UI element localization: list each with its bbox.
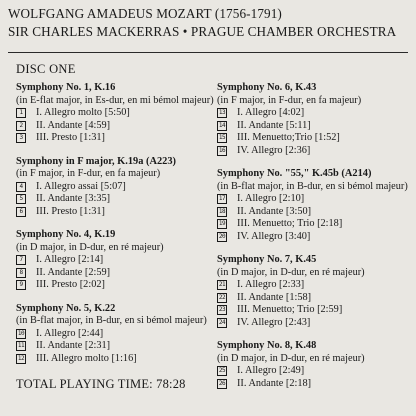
work-entry bbox=[217, 340, 413, 390]
track-number-box: 13 bbox=[218, 109, 226, 117]
track-title: I. Allegro [2:49] bbox=[237, 365, 305, 376]
track-number-box: 22 bbox=[218, 293, 226, 301]
total-playing-time: TOTAL PLAYING TIME: 78:28 bbox=[16, 377, 186, 391]
track-title: I. Allegro molto [5:50] bbox=[36, 107, 130, 118]
track-title: I. Allegro assai [5:07] bbox=[36, 180, 126, 192]
track-title: IV. Allegro [2:36] bbox=[237, 144, 311, 156]
work-title: Symphony in F major, K.19a (A223) bbox=[16, 155, 177, 167]
track-row bbox=[16, 279, 206, 292]
work-key: (in F major, in F-dur, en fa majeur) bbox=[16, 168, 161, 179]
track-row bbox=[217, 120, 413, 133]
track-row bbox=[16, 120, 206, 133]
work-entry bbox=[217, 254, 413, 329]
track-row bbox=[217, 304, 413, 317]
track-row bbox=[217, 317, 413, 330]
work-title: Symphony No. 1, K.16 bbox=[16, 82, 116, 93]
work-entry bbox=[16, 156, 206, 219]
track-number-box: 17 bbox=[218, 195, 226, 203]
track-row bbox=[217, 193, 413, 206]
track-row bbox=[217, 107, 413, 120]
track-title: I. Allegro [2:14] bbox=[36, 254, 104, 265]
track-title: III. Presto [1:31] bbox=[36, 132, 105, 143]
work-entry bbox=[16, 303, 206, 366]
track-number-box: 3 bbox=[16, 133, 26, 143]
track-title: III. Presto [2:02] bbox=[36, 279, 105, 290]
track-title: I. Allegro [2:33] bbox=[237, 279, 305, 290]
right-column bbox=[217, 82, 413, 401]
work-key: (in F major, in F-dur, en fa majeur) bbox=[217, 94, 362, 106]
track-title: I. Allegro [2:10] bbox=[237, 193, 305, 204]
track-title: II. Andante [5:11] bbox=[237, 119, 311, 131]
work-title: Symphony No. 8, K.48 bbox=[217, 340, 317, 351]
track-number-box: 25 bbox=[218, 367, 226, 375]
track-row bbox=[16, 193, 206, 206]
work-entry bbox=[16, 82, 214, 145]
track-number-box: 10 bbox=[17, 329, 25, 337]
track-number-box: 4 bbox=[16, 182, 26, 192]
track-row bbox=[16, 328, 206, 341]
track-row bbox=[16, 181, 206, 194]
track-title: III. Allegro molto [1:16] bbox=[36, 352, 137, 364]
work-title: Symphony No. 6, K.43 bbox=[217, 82, 317, 93]
work-key: (in E-flat major, in Es-dur, en mi bémol majeur) bbox=[16, 94, 214, 106]
track-number-box: 19 bbox=[218, 220, 226, 228]
work-title: Symphony No. 4, K.19 bbox=[16, 229, 116, 240]
work-key: (in B-flat major, in B-dur, en si bémol majeur) bbox=[217, 180, 408, 192]
track-row bbox=[217, 132, 413, 145]
disc-title: DISC ONE bbox=[16, 62, 76, 76]
track-number-box: 26 bbox=[218, 379, 226, 387]
track-row bbox=[217, 231, 413, 244]
work-entry bbox=[217, 82, 413, 157]
track-title: II. Andante [3:50] bbox=[237, 205, 312, 217]
track-title: II. Andante [3:35] bbox=[36, 193, 111, 204]
track-title: II. Andante [2:59] bbox=[36, 266, 111, 278]
work-key: (in B-flat major, in B-dur, en si bémol majeur) bbox=[16, 315, 207, 326]
work-title: Symphony No. 7, K.45 bbox=[217, 254, 317, 265]
track-title: III. Menuetto; Trio [2:18] bbox=[237, 218, 343, 229]
work-key: (in D major, in D-dur, en ré majeur) bbox=[217, 352, 365, 364]
track-number-box: 9 bbox=[16, 280, 26, 290]
track-row bbox=[217, 206, 413, 219]
track-row bbox=[217, 378, 413, 391]
track-title: III. Menuetto; Trio [2:59] bbox=[237, 304, 343, 315]
track-number-box: 18 bbox=[218, 207, 226, 215]
track-title: II. Andante [4:59] bbox=[36, 119, 111, 131]
composer-line: WOLFGANG AMADEUS MOZART (1756-1791) bbox=[8, 6, 282, 21]
track-number-box: 11 bbox=[17, 342, 25, 350]
track-number-box: 12 bbox=[17, 354, 25, 362]
track-number-box: 14 bbox=[218, 121, 226, 129]
track-number-box: 20 bbox=[218, 232, 226, 240]
track-title: III. Menuetto;Trio [1:52] bbox=[237, 132, 340, 143]
track-number-box: 8 bbox=[16, 268, 26, 278]
track-row bbox=[16, 107, 206, 120]
track-title: III. Presto [1:31] bbox=[36, 205, 105, 217]
track-number-box: 5 bbox=[16, 194, 26, 204]
track-title: IV. Allegro [3:40] bbox=[237, 230, 311, 242]
track-row bbox=[16, 353, 206, 366]
track-number-box: 7 bbox=[16, 255, 26, 265]
track-number-box: 23 bbox=[218, 306, 226, 314]
left-column bbox=[16, 82, 214, 376]
track-title: I. Allegro [4:02] bbox=[237, 107, 305, 118]
track-title: II. Andante [1:58] bbox=[237, 291, 312, 303]
work-entry bbox=[16, 229, 206, 292]
divider-rule bbox=[8, 52, 408, 53]
track-title: II. Andante [2:31] bbox=[36, 340, 111, 351]
track-row bbox=[217, 292, 413, 305]
track-row bbox=[16, 340, 206, 353]
track-row bbox=[16, 267, 206, 280]
track-row bbox=[16, 132, 206, 145]
track-number-box: 1 bbox=[16, 108, 26, 118]
work-title: Symphony No. 5, K.22 bbox=[16, 302, 116, 314]
work-key: (in D major, in D-dur, en ré majeur) bbox=[16, 241, 164, 253]
track-row bbox=[16, 206, 206, 219]
track-row bbox=[217, 145, 413, 158]
track-number-box: 16 bbox=[218, 146, 226, 154]
track-row bbox=[16, 254, 206, 267]
track-number-box: 15 bbox=[218, 134, 226, 142]
track-title: II. Andante [2:18] bbox=[237, 377, 312, 389]
track-row bbox=[217, 365, 413, 378]
header bbox=[8, 5, 408, 41]
track-row bbox=[217, 218, 413, 231]
performers-line: SIR CHARLES MACKERRAS • PRAGUE CHAMBER ORCHESTRA bbox=[8, 24, 397, 39]
work-entry bbox=[217, 168, 413, 243]
track-title: IV. Allegro [2:43] bbox=[237, 316, 311, 328]
track-number-box: 6 bbox=[16, 207, 26, 217]
track-number-box: 24 bbox=[218, 318, 226, 326]
work-key: (in D major, in D-dur, en ré majeur) bbox=[217, 266, 365, 278]
track-number-box: 21 bbox=[218, 281, 226, 289]
track-title: I. Allegro [2:44] bbox=[36, 327, 104, 339]
track-number-box: 2 bbox=[16, 121, 26, 131]
track-row bbox=[217, 279, 413, 292]
work-title: Symphony No. "55," K.45b (A214) bbox=[217, 168, 372, 179]
